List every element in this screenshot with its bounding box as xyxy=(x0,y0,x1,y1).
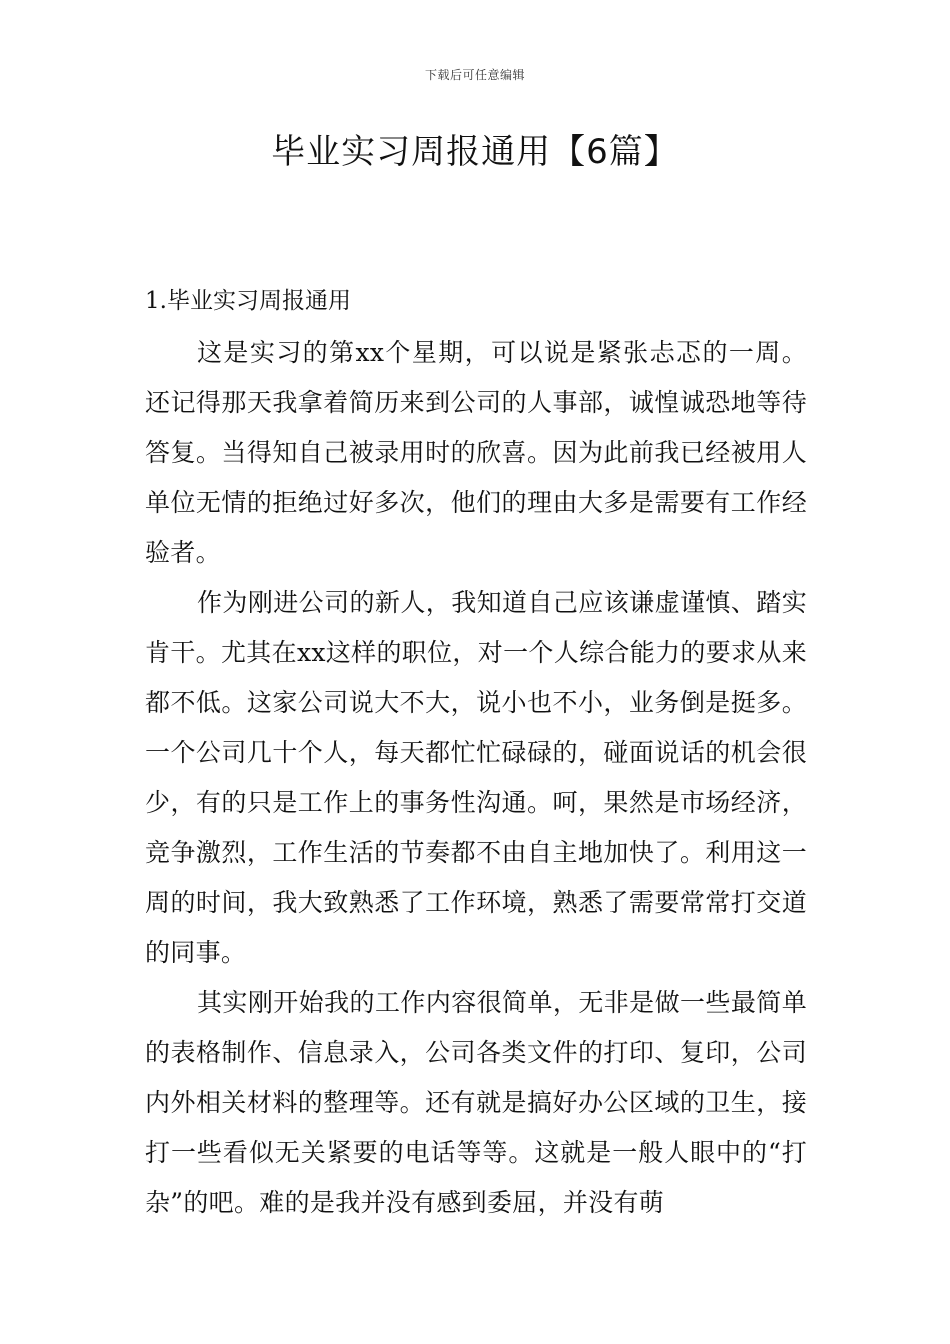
document-title: 毕业实习周报通用【6篇】 xyxy=(271,132,679,172)
header-watermark: 下载后可任意编辑 xyxy=(424,68,525,82)
paragraph: 作为刚进公司的新人，我知道自己应该谦虚谨慎、踏实肯干。尤其在xx这样的职位，对一个人综合能力的要求从来都不低。这家公司说大不大，说小也不小，业务倒是挺多。一个公司几十个人，每天都忙忙碌碌的，碰面说话的机会很少，有的只是工作上的事务性沟通。呵，果然是市场经济，竞争激烈，工作生活的节奏都不由自主地加快了。利用这一周的时间，我大致熟悉了工作环境，熟悉了需要常常打交道的同事。 xyxy=(145,588,807,967)
document-body xyxy=(145,328,807,1228)
paragraph: 这是实习的第xx个星期，可以说是紧张忐忑的一周。还记得那天我拿着简历来到公司的人事部，诚惶诚恐地等待答复。当得知自己被录用时的欣喜。因为此前我已经被用人单位无情的拒绝过好多次，他们的理由大多是需要有工作经验者。 xyxy=(145,338,807,567)
section-heading: 1.毕业实习周报通用 xyxy=(145,288,351,314)
paragraph: 其实刚开始我的工作内容很简单，无非是做一些最简单的表格制作、信息录入，公司各类文件的打印、复印，公司内外相关材料的整理等。还有就是搞好办公区域的卫生，接打一些看似无关紧要的电话等等。这就是一般人眼中的“打杂”的吧。难的是我并没有感到委屈，并没有萌 xyxy=(145,988,807,1217)
